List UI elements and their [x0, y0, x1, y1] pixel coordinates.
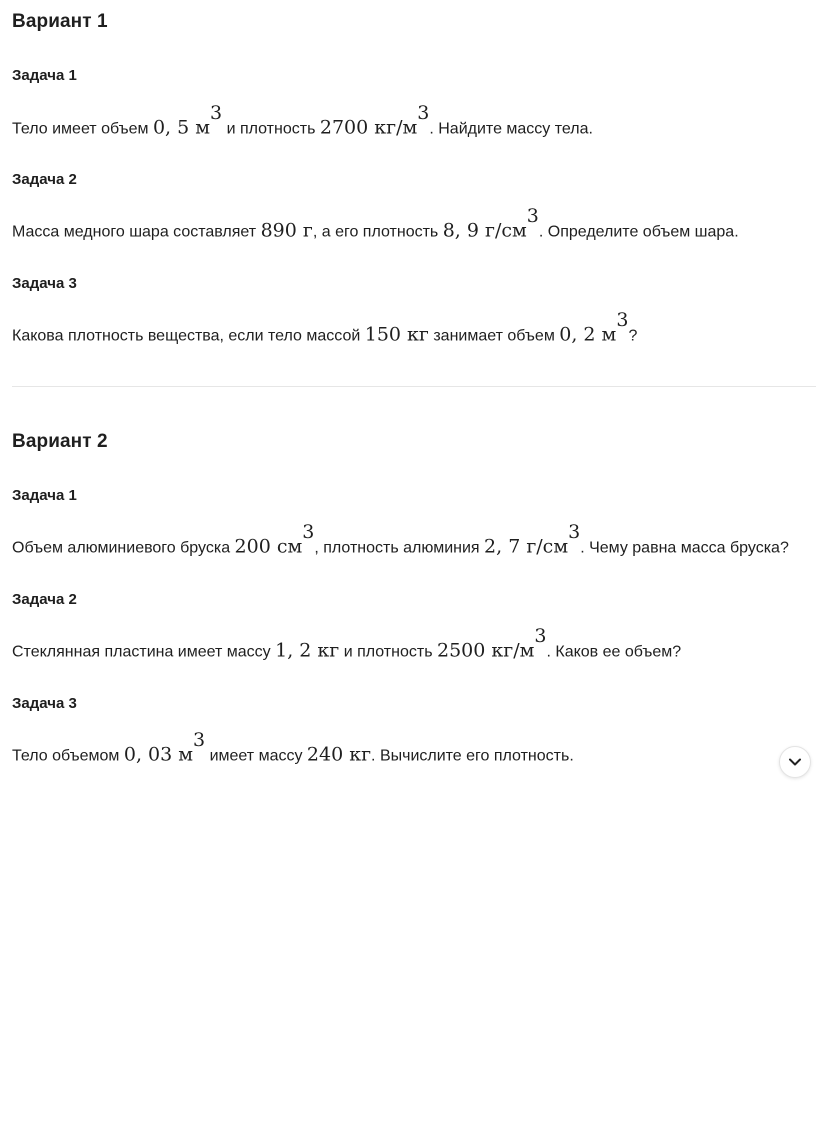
chevron-down-icon — [787, 754, 803, 770]
variant-2-task-3-text: Тело объемом 0, 03 $м^3$ имеет массу 240 кг. Вычислите его плотность. — [12, 729, 574, 766]
variant-1-task-1-text: Тело имеет объем 0, 5 $м^3$ и плотность 2700 $кг/м^3$. Найдите массу тела. — [12, 102, 593, 139]
variant-1-task-3-title: Задача 3 — [12, 275, 77, 292]
variant-2-task-2-text: Стеклянная пластина имеет массу 1, 2 кг и плотность 2500 $кг/м^3$. Каков ее объем? — [12, 625, 682, 662]
section-divider — [12, 386, 816, 387]
variant-2-task-2-title: Задача 2 — [12, 591, 77, 608]
variant-2-task-3-title: Задача 3 — [12, 695, 77, 712]
variant-1-task-2-text: Масса медного шара составляет 890 г, а его плотность 8, 9 $г/см^3$. Определите объем шара. — [12, 205, 739, 242]
variant-2-task-1-title: Задача 1 — [12, 487, 77, 504]
variant-1-task-3-text: Какова плотность вещества, если тело массой 150 кг занимает объем 0, 2 $м^3$? — [12, 309, 638, 346]
scroll-down-button[interactable] — [779, 746, 811, 778]
variant-2-task-1-text: Объем алюминиевого бруска 200 $см^3$, плотность алюминия 2, 7 $г/см^3$. Чему равна масса бруска? — [12, 521, 789, 558]
variant-1-task-2-title: Задача 2 — [12, 171, 77, 188]
variant-2-title: Вариант 2 — [12, 431, 108, 452]
variant-1-title: Вариант 1 — [12, 11, 108, 32]
variant-1-task-1-title: Задача 1 — [12, 67, 77, 84]
